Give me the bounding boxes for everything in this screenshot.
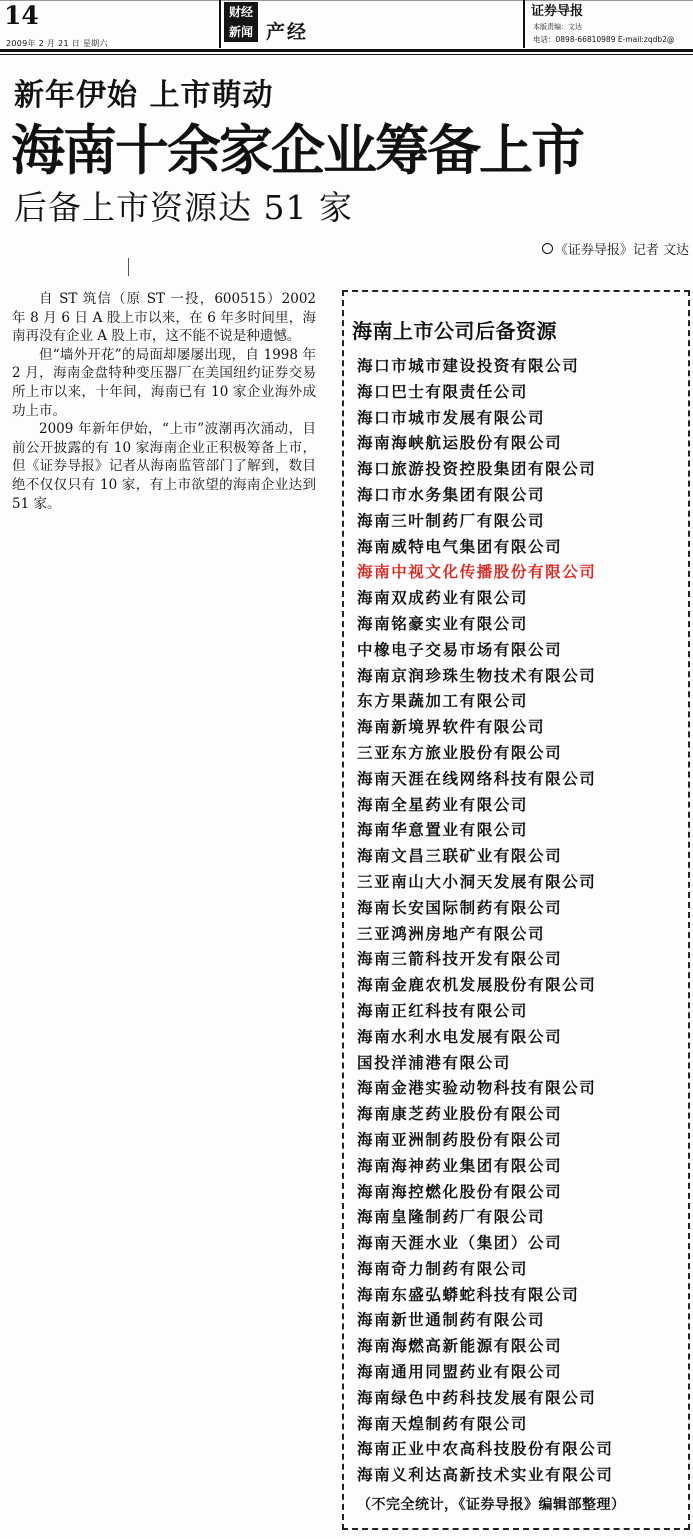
scan-mark — [128, 258, 129, 276]
article-subhead: 后备上市资源达 51 家 — [14, 188, 353, 227]
issue-date: 2009年 2 月 21 日 星期六 — [6, 39, 108, 48]
company-item: 海南水利水电发展有限公司 — [357, 1026, 563, 1046]
company-item: 海口巴士有限责任公司 — [357, 381, 529, 401]
company-item: 海南海峡航运股份有限公司 — [357, 433, 563, 453]
company-item: 三亚鸿洲房地产有限公司 — [357, 923, 546, 943]
company-item: 海南三叶制药厂有限公司 — [357, 510, 546, 530]
company-item: 海口市城市建设投资有限公司 — [357, 356, 580, 375]
company-item: 海南海控燃化股份有限公司 — [357, 1181, 563, 1201]
company-item: 海南威特电气集团有限公司 — [357, 536, 563, 556]
article-paragraph: 但“墙外开花”的局面却屡屡出现，自 1998 年 2 月，海南金盘特种变压器厂在美国纽约证券交易所上市以来，十年间，海南已有 10 家企业海外成功上市。 — [12, 346, 316, 419]
contact-info: 电话：0898-66810989 E-mail:zqdb2@ — [533, 35, 675, 44]
sidebar-footnote: （不完全统计，《证券导报》编辑部整理） — [357, 1497, 626, 1513]
company-item: 海南双成药业有限公司 — [357, 588, 529, 608]
company-item: 海南东盛弘蟒蛇科技有限公司 — [357, 1284, 580, 1304]
editor-credit: 本版责编：文达 — [533, 23, 582, 31]
company-item: 国投洋浦港有限公司 — [357, 1052, 511, 1072]
company-item: 海南文昌三联矿业有限公司 — [357, 846, 563, 866]
paper-name: 证券导报 — [531, 4, 584, 19]
company-item: 三亚南山大小洞天发展有限公司 — [357, 871, 597, 891]
company-item: 海南天涯在线网络科技有限公司 — [357, 768, 597, 788]
company-item: 三亚东方旅业股份有限公司 — [357, 742, 563, 762]
article-body — [12, 290, 316, 513]
article-paragraph: 2009 年新年伊始，“上市”波潮再次涌动，目前公开披露的有 10 家海南企业正积极筹备上市，但《证券导报》记者从海南监管部门了解到，数目绝不仅仅只有 10 家，有上市欲望的海南企业达到 51 家。 — [12, 421, 316, 512]
top-rule — [0, 0, 693, 1]
company-item: 海南全星药业有限公司 — [357, 794, 529, 814]
company-item: 海口旅游投资控股集团有限公司 — [357, 459, 597, 479]
company-item: 海南绿色中药科技发展有限公司 — [357, 1387, 597, 1407]
company-item: 海南华意置业有限公司 — [357, 820, 529, 840]
header-rule — [0, 49, 693, 52]
byline-circle-icon — [542, 243, 553, 254]
company-item: 海南长安国际制药有限公司 — [357, 897, 563, 917]
header-divider-right — [523, 0, 525, 48]
company-item: 海南新境界软件有限公司 — [357, 717, 546, 737]
company-item: 海南亚洲制药股份有限公司 — [357, 1129, 563, 1149]
company-item: 海南中视文化传播股份有限公司 — [357, 562, 597, 582]
company-item: 海南三箭科技开发有限公司 — [357, 949, 563, 969]
page-number: 14 — [4, 1, 39, 30]
section-logo: 财经新闻 — [224, 2, 258, 42]
company-item: 海南新世通制药有限公司 — [357, 1310, 546, 1330]
article-paragraph: 自 ST 筑信（原 ST 一投，600515）2002 年 8 月 6 日 A 股上市以来，在 6 年多时间里，海南再没有企业 A 股上市，这不能不说是种遗憾。 — [12, 291, 316, 345]
company-item: 海南正业中农高科技股份有限公司 — [357, 1439, 614, 1459]
header-rule-thin — [0, 54, 693, 55]
company-item: 海口市水务集团有限公司 — [357, 484, 546, 504]
company-item: 海南义利达高新技术实业有限公司 — [357, 1465, 614, 1485]
byline — [542, 242, 689, 260]
article-kicker: 新年伊始 上市萌动 — [14, 78, 274, 113]
company-item: 海南金鹿农机发展股份有限公司 — [357, 975, 597, 995]
company-item: 海南海神药业集团有限公司 — [357, 1155, 563, 1175]
company-list — [357, 353, 614, 1488]
company-item: 海南正红科技有限公司 — [357, 1000, 529, 1020]
company-item: 海南海燃高新能源有限公司 — [357, 1336, 563, 1356]
company-item: 海南天涯水业（集团）公司 — [357, 1233, 563, 1253]
sidebar-title: 海南上市公司后备资源 — [352, 319, 557, 343]
company-item: 中橡电子交易市场有限公司 — [357, 639, 563, 659]
article-headline: 海南十余家企业筹备上市 — [11, 119, 583, 182]
company-item: 海南金港实验动物科技有限公司 — [357, 1078, 597, 1098]
byline-text: 《证券导报》记者 文达 — [554, 243, 689, 258]
section-name: 产经 — [266, 21, 309, 43]
company-item: 海南通用同盟药业有限公司 — [357, 1362, 563, 1382]
company-item: 海南天煌制药有限公司 — [357, 1413, 529, 1433]
company-item: 海南铭豪实业有限公司 — [357, 613, 529, 633]
company-item: 海南京润珍珠生物技术有限公司 — [357, 665, 597, 685]
header-divider-left — [219, 0, 221, 48]
company-item: 海南奇力制药有限公司 — [357, 1258, 529, 1278]
company-item: 海南康芝药业股份有限公司 — [357, 1104, 563, 1124]
company-item: 东方果蔬加工有限公司 — [357, 691, 529, 711]
company-item: 海口市城市发展有限公司 — [357, 407, 546, 427]
company-item: 海南皇隆制药厂有限公司 — [357, 1207, 546, 1227]
